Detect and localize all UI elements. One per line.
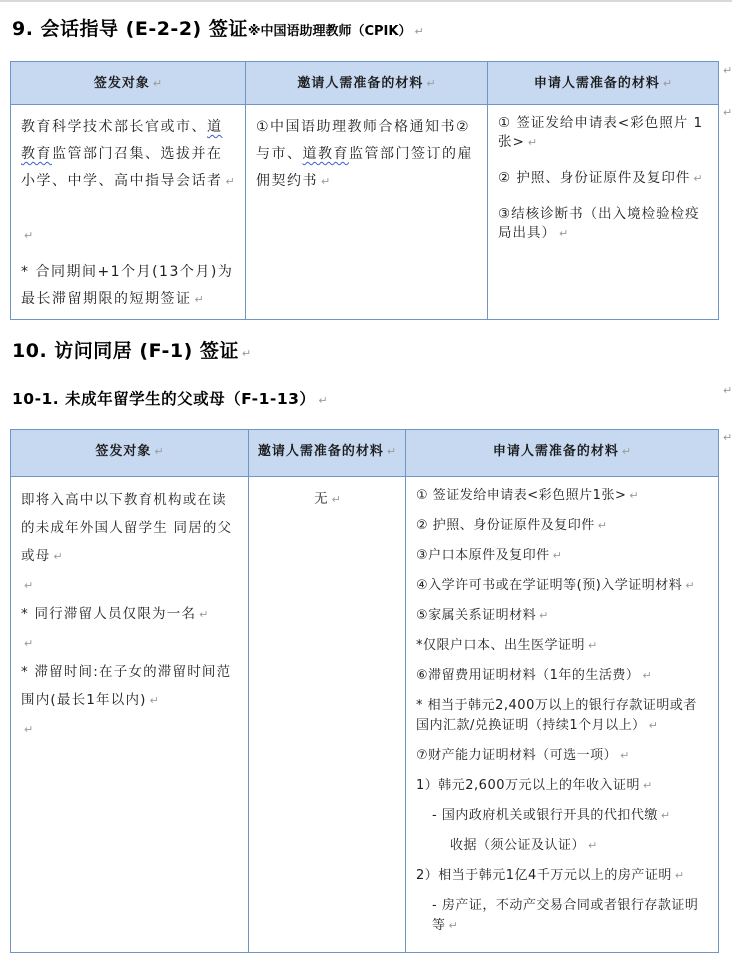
paragraph-return-mark: ↵ (588, 639, 598, 652)
paragraph-return-mark: ↵ (24, 229, 34, 242)
material-item: ① 签证发给申请表<彩色照片 1张> ↵ (498, 115, 704, 150)
section-10-heading (12, 336, 732, 363)
paragraph-return-mark: ↵ (597, 519, 608, 532)
table2-cell-inviter-materials (249, 477, 406, 953)
material-item: * 相当于韩元2,400万以上的银行存款证明或者国内汇款/兑换证明（持续1个月以上） ↵ (416, 698, 697, 733)
header-label: 申请人需准备的材料 (533, 76, 660, 91)
paragraph-return-mark: ↵ (199, 608, 209, 621)
paragraph: * 滞留时间:在子女的滞留时间范围内(最长1年以内) ↵ (21, 664, 232, 708)
empty-paragraph (21, 629, 239, 658)
material-item: ③户口本原件及复印件 ↵ (416, 548, 562, 563)
material-item: ⑤家属关系证明材料 ↵ (416, 608, 549, 623)
empty-paragraph (21, 222, 236, 249)
table2-header-row (11, 430, 719, 477)
header-label: 邀请人需准备的材料 (297, 76, 424, 91)
spellcheck-underlined-text: 道教育 (21, 119, 223, 162)
material-item: ① 签证发给申请表<彩色照片1张> ↵ (416, 488, 639, 503)
paragraph-return-mark: ↵ (620, 749, 630, 762)
paragraph-return-mark: ↵ (674, 869, 685, 882)
section-9-heading (12, 14, 732, 41)
paragraph-return-mark: ↵ (225, 175, 235, 188)
material-item: ③结核诊断书（出入境检验检疫局出具） ↵ (498, 206, 700, 241)
material-item: ⑥滞留费用证明材料（1年的生活费） ↵ (416, 668, 652, 683)
paragraph-return-mark: ↵ (685, 579, 695, 592)
paragraph-return-mark: ↵ (643, 779, 653, 792)
header-label: 邀请人需准备的材料 (257, 444, 384, 459)
empty-paragraph (21, 715, 239, 744)
paragraph-return-mark: ↵ (53, 550, 63, 563)
material-item: ② 护照、身份证原件及复印件 ↵ (416, 518, 608, 533)
table1-cell-issuance-target (11, 105, 246, 320)
paragraph-return-mark: ↵ (194, 293, 204, 306)
paragraph-return-mark: ↵ (24, 723, 34, 736)
material-item: ④入学许可书或在学证明等(预)入学证明材料 ↵ (416, 578, 695, 593)
paragraph-return-mark: ↵ (552, 549, 562, 562)
table2-cell-issuance-target (11, 477, 249, 953)
paragraph: 无 ↵ (314, 491, 341, 507)
paragraph-return-mark: ↵ (414, 25, 424, 38)
paragraph-return-mark: ↵ (527, 136, 538, 149)
paragraph-return-mark: ↵ (660, 809, 671, 822)
material-sub-item: - 房产证，不动产交易合同或者银行存款证明等 ↵ (432, 898, 699, 933)
paragraph-return-mark: ↵ (448, 919, 458, 932)
table1-header-row (11, 62, 719, 105)
section-10-title: 10. 访问同居 (F-1) 签证 (12, 340, 239, 362)
visa-table-f-1-13 (10, 429, 719, 953)
material-item: *仅限户口本、出生医学证明 ↵ (416, 638, 598, 653)
paragraph-return-mark: ↵ (588, 839, 598, 852)
paragraph-return-mark: ↵ (318, 394, 328, 407)
row-end-mark: ↵ (723, 431, 732, 444)
table1-header-applicant-materials (488, 62, 719, 105)
material-item: ② 护照、身份证原件及复印件 ↵ (498, 170, 703, 186)
table2-header-applicant-materials (406, 430, 719, 477)
material-item: ⑦财产能力证明材料（可选一项） ↵ (416, 748, 630, 763)
row-end-mark: ↵ (723, 384, 732, 397)
paragraph-return-mark: ↵ (426, 77, 436, 90)
paragraph: ①中国语助理教师合格通知书②与市、道教育监管部门签订的雇佣契约书 ↵ (256, 119, 473, 189)
row-end-mark: ↵ (723, 64, 732, 77)
paragraph-return-mark: ↵ (693, 172, 703, 185)
paragraph-return-mark: ↵ (662, 77, 673, 90)
paragraph-return-mark: ↵ (241, 347, 252, 360)
section-9-title: 9. 会话指导 (E-2-2) 签证 (12, 18, 248, 40)
spellcheck-underlined-text: 道教育 (302, 146, 349, 162)
header-label: 签发对象 (95, 444, 152, 459)
section-10-1-heading (12, 387, 732, 409)
section-9-subtitle: ※中国语助理教师（CPIK） (247, 24, 412, 39)
paragraph: * 同行滞留人员仅限为一名 ↵ (21, 606, 209, 622)
paragraph: 即将入高中以下教育机构或在读的未成年外国人留学生 同居的父或母 ↵ (21, 492, 233, 564)
table1-cell-applicant-materials (488, 105, 719, 320)
table2-header-inviter-materials (249, 430, 406, 477)
material-item: 2）相当于韩元1亿4千万元以上的房产证明 ↵ (416, 868, 685, 883)
paragraph-return-mark: ↵ (648, 719, 658, 732)
paragraph: 教育科学技术部长官或市、道教育监管部门召集、选拔并在小学、中学、高中指导会话者 ↵ (21, 119, 235, 189)
row-end-mark: ↵ (723, 106, 732, 119)
section-10-1-title: 10-1. 未成年留学生的父或母（F-1-13） (12, 390, 316, 408)
table1-header-inviter-materials (246, 62, 488, 105)
header-label: 申请人需准备的材料 (492, 444, 619, 459)
material-sub-item: 收据（须公证及认证） ↵ (450, 838, 598, 853)
table2-header-issuance-target (11, 430, 249, 477)
paragraph-return-mark: ↵ (24, 579, 34, 592)
paragraph-return-mark: ↵ (152, 77, 163, 90)
paragraph: * 合同期间+1个月(13个月)为最长滞留期限的短期签证 ↵ (21, 264, 234, 307)
paragraph-return-mark: ↵ (24, 637, 34, 650)
table2-cell-applicant-materials (406, 477, 719, 953)
paragraph-return-mark: ↵ (321, 175, 331, 188)
empty-paragraph (21, 571, 239, 600)
table1-header-issuance-target (11, 62, 246, 105)
header-label: 签发对象 (93, 76, 150, 91)
table2-body-row (11, 477, 719, 953)
table1-cell-inviter-materials (246, 105, 488, 320)
paragraph-return-mark: ↵ (331, 493, 341, 506)
material-item: 1）韩元2,600万元以上的年收入证明 ↵ (416, 778, 653, 793)
paragraph-return-mark: ↵ (386, 445, 397, 458)
paragraph-return-mark: ↵ (629, 489, 639, 502)
paragraph-return-mark: ↵ (642, 669, 652, 682)
paragraph-return-mark: ↵ (621, 445, 632, 458)
visa-table-e-2-2 (10, 61, 719, 320)
paragraph-return-mark: ↵ (154, 445, 164, 458)
paragraph-return-mark: ↵ (539, 609, 549, 622)
paragraph-return-mark: ↵ (149, 694, 159, 707)
paragraph-return-mark: ↵ (559, 227, 569, 240)
material-sub-item: - 国内政府机关或银行开具的代扣代缴 ↵ (432, 808, 671, 823)
table1-body-row (11, 105, 719, 320)
